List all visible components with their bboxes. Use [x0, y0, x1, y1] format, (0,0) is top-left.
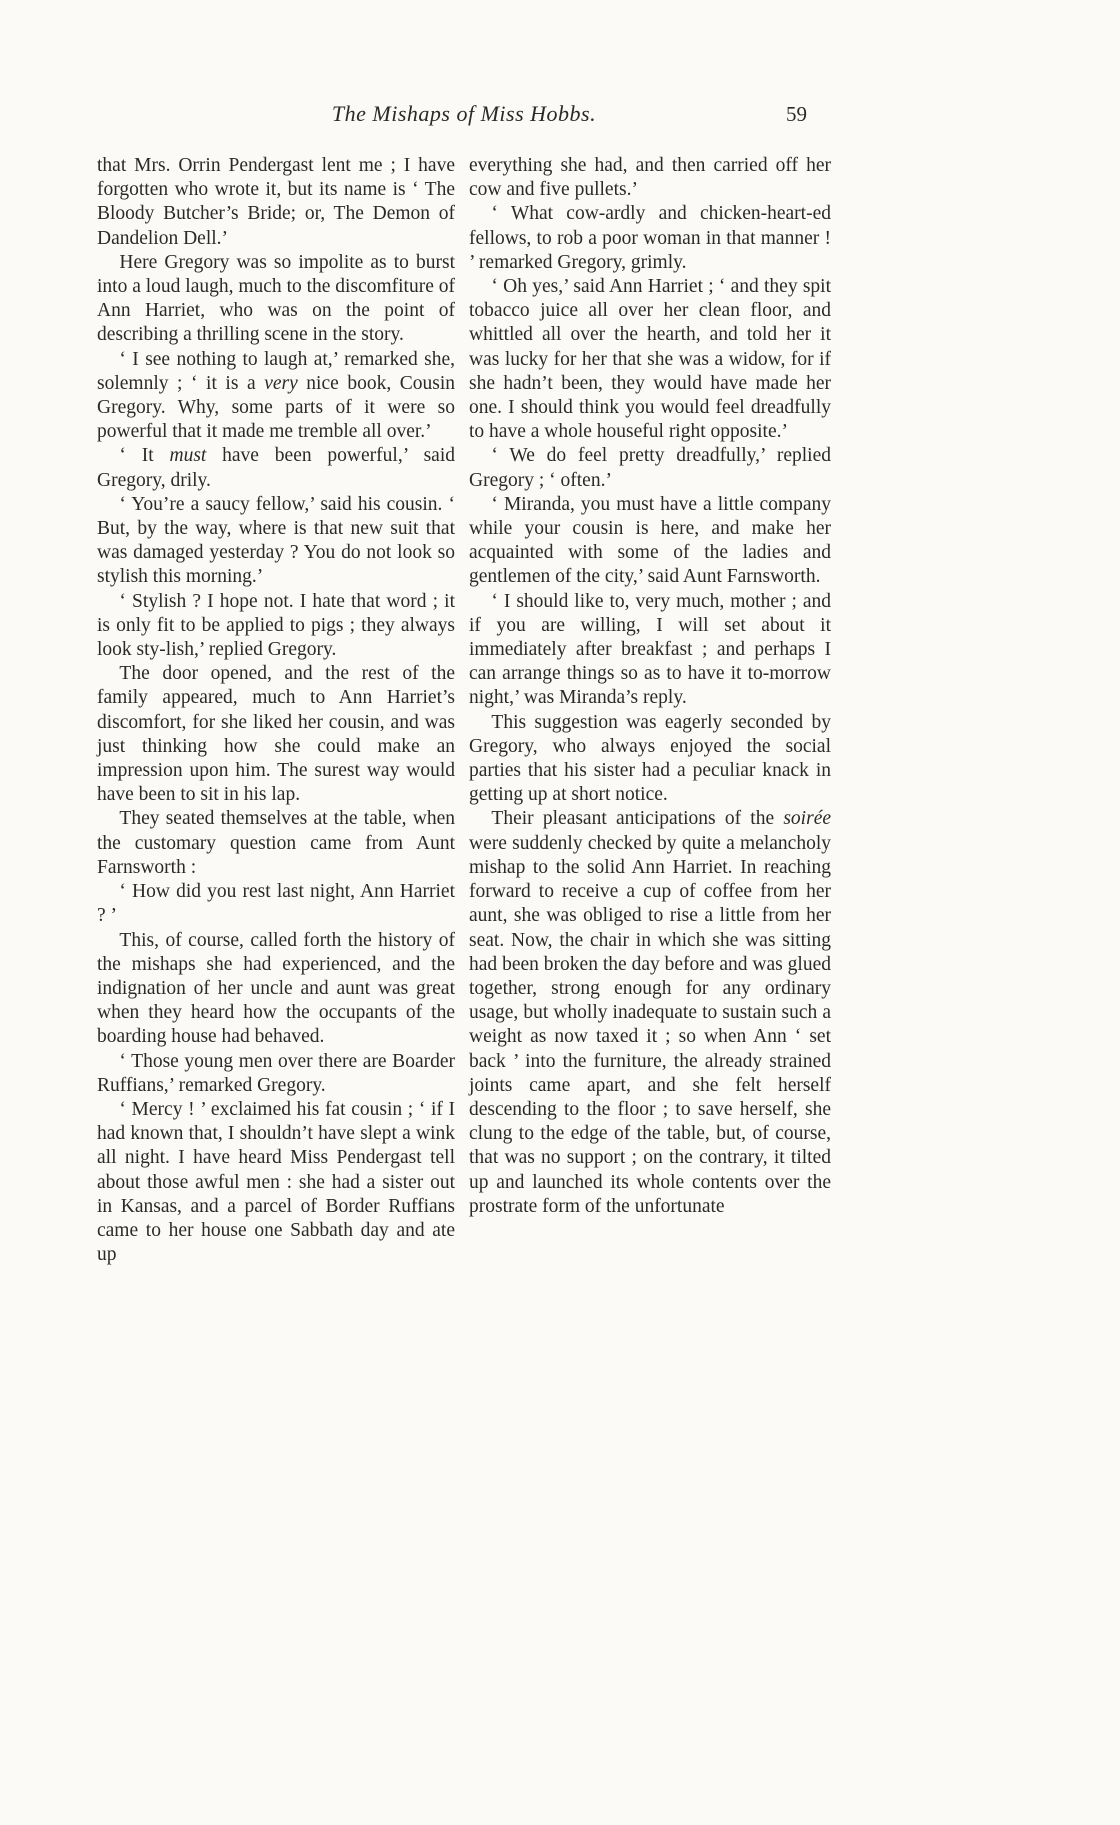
paragraph: ‘ How did you rest last night, Ann Harriet ? ’ — [97, 881, 455, 927]
paragraph: ‘ Stylish ? I hope not. I hate that word ; it is only fit to be applied to pigs ; they always look sty-lish,’ replied Gregory. — [97, 590, 455, 661]
paragraph: ‘ Mercy ! ’ exclaimed his fat cousin ; ‘ if I had known that, I shouldn’t have slept a wink all night. I have heard Miss Pendergast tell about those awful men : she had a sister out in Kansas, and a parcel of Border Ruffians came to her house one Sabbath day and ate up — [97, 1098, 455, 1266]
paragraph: ‘ Those young men over there are Boarder Ruffians,’ remarked Gregory. — [97, 1050, 455, 1096]
running-title: The Mishaps of Miss Hobbs. — [331, 101, 597, 126]
page-number: 59 — [786, 102, 807, 126]
paragraph: ‘ Oh yes,’ said Ann Harriet ; ‘ and they spit tobacco juice all over her clean floor, and whittled all over the hearth, and told her it was lucky for her that she was a widow, for if she hadn’t been, they would have made her one. I should think you would feel dreadfully to have a whole houseful right opposite.’ — [469, 276, 831, 443]
paragraph: ‘ It must have been powerful,’ said Gregory, drily. — [97, 445, 455, 491]
paragraph: ‘ You’re a saucy fellow,’ said his cousin. ‘ But, by the way, where is that new suit that was damaged yesterday ? You do not look so stylish this morning.’ — [97, 493, 455, 588]
paragraph: They seated themselves at the table, when the customary question came from Aunt Farnsworth : — [97, 808, 455, 878]
paragraph: The door opened, and the rest of the family appeared, much to Ann Harriet’s discomfort, for she liked her cousin, and was just thinking how she could make an impression upon him. The surest way would have been to sit in his lap. — [97, 663, 455, 806]
paragraph: Here Gregory was so impolite as to burst into a loud laugh, much to the discomfiture of Ann Harriet, who was on the point of describing a thrilling scene in the story. — [97, 251, 455, 346]
text-columns — [97, 154, 831, 1267]
paragraph: that Mrs. Orrin Pendergast lent me ; I have forgotten who wrote it, but its name is ‘ The Bloody Butcher’s Bride; or, The Demon of Dandelion Dell.’ — [97, 155, 455, 249]
paragraph: ‘ We do feel pretty dreadfully,’ replied Gregory ; ‘ often.’ — [469, 445, 831, 491]
left-column — [97, 154, 455, 1267]
paragraph: ‘ What cow-ardly and chicken-heart-ed fellows, to rob a poor woman in that manner ! ’ remarked Gregory, grimly. — [469, 203, 831, 273]
paragraph: ‘ Miranda, you must have a little company while your cousin is here, and make her acquainted with some of the ladies and gentlemen of the city,’ said Aunt Farnsworth. — [469, 493, 831, 588]
paragraph: ‘ I should like to, very much, mother ; and if you are willing, I will set about it immediately after breakfast ; and perhaps I can arrange things so as to have it to-morrow night,’ was Miranda’s reply. — [469, 590, 831, 709]
paragraph: This suggestion was eagerly seconded by Gregory, who always enjoyed the social parties that his sister had a peculiar knack in getting up at short notice. — [469, 711, 831, 806]
right-column — [469, 154, 831, 1267]
paragraph: This, of course, called forth the history of the mishaps she had experienced, and the indignation of her uncle and aunt was great when they heard how the occupants of the boarding house had behaved. — [97, 929, 455, 1048]
paragraph: ‘ I see nothing to laugh at,’ remarked she, solemnly ; ‘ it is a very nice book, Cousin Gregory. Why, some parts of it were so powerful that it made me tremble all over.’ — [97, 348, 456, 443]
page-header — [97, 100, 831, 128]
paragraph: Their pleasant anticipations of the soirée were suddenly checked by quite a melancholy mishap to the solid Ann Harriet. In reaching forward to receive a cup of coffee from her aunt, she was obliged to rise a little from her seat. Now, the chair in which she was sitting had been broken the day before and was glued together, strong enough for any ordinary usage, but wholly inadequate to sustain such a weight as now taxed it ; so when Ann ‘ set back ’ into the furniture, the already strained joints came apart, and she felt herself descending to the floor ; to save herself, she clung to the edge of the table, but, of course, that was no support ; on the contrary, it tilted up and launched its whole contents over the prostrate form of the unfortunate — [469, 808, 831, 1217]
paragraph: everything she had, and then carried off her cow and five pullets.’ — [469, 155, 831, 201]
